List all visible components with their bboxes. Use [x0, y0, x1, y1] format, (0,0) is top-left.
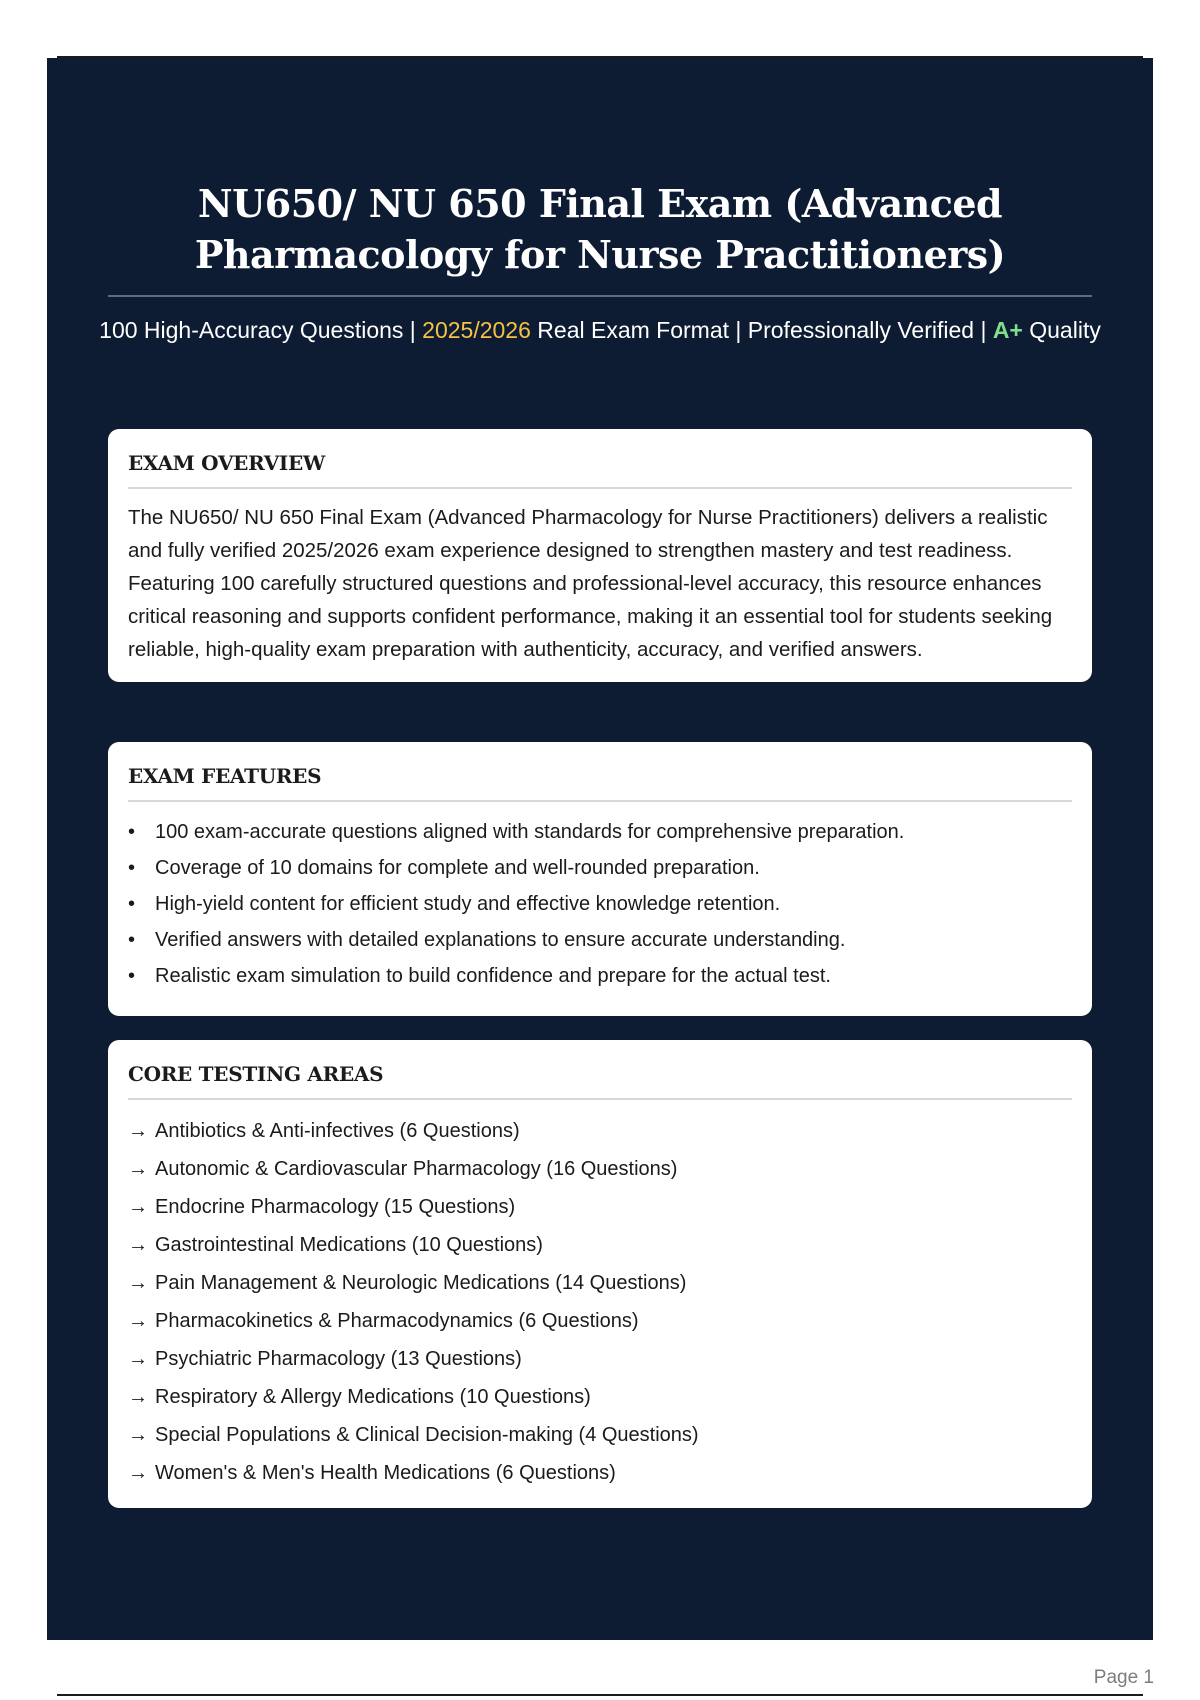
- exam-overview-text: The NU650/ NU 650 Final Exam (Advanced Pharmacology for Nurse Practitioners) delivers a realistic and fully verified 2025/2026 exam experience designed to strengthen mastery and test readiness. Featuring 100 carefully structured questions and professional-level accuracy, this resource enhances critical reasoning and supports confident performance, making it an essential tool for students seeking reliable, high-quality exam preparation with authenticity, accuracy, and verified answers.: [128, 506, 1053, 661]
- testing-area-item: [128, 1416, 1072, 1454]
- subtitle-part-1: 100 High-Accuracy Questions |: [99, 317, 423, 343]
- bottom-page-rule: [57, 1694, 1143, 1696]
- testing-area-text: Pharmacokinetics & Pharmacodynamics (6 Questions): [155, 1310, 639, 1332]
- bullet-icon: •: [128, 821, 136, 843]
- exam-overview-heading: EXAM OVERVIEW: [128, 451, 326, 475]
- testing-area-item: [128, 1340, 1072, 1378]
- arrow-right-icon: →: [128, 1120, 148, 1142]
- exam-features-heading: EXAM FEATURES: [128, 764, 322, 788]
- feature-text: Coverage of 10 domains for complete and well-rounded preparation.: [155, 857, 760, 879]
- testing-area-text: Special Populations & Clinical Decision-making (4 Questions): [155, 1424, 699, 1446]
- testing-area-text: Endocrine Pharmacology (15 Questions): [155, 1196, 516, 1218]
- feature-text: Realistic exam simulation to build confidence and prepare for the actual test.: [155, 965, 831, 987]
- document-subtitle: [87, 314, 1113, 347]
- testing-area-item: [128, 1378, 1072, 1416]
- subtitle-year: 2025/2026: [422, 317, 531, 343]
- exam-features-card: [108, 742, 1092, 1016]
- exam-overview-divider: [128, 487, 1072, 489]
- bullet-icon: •: [128, 893, 136, 915]
- document-title: NU650/ NU 650 Final Exam (Advanced Pharmacology for Nurse Practitioners): [194, 181, 1006, 277]
- bullet-icon: •: [128, 965, 136, 987]
- bullet-icon: •: [128, 929, 136, 951]
- arrow-right-icon: →: [128, 1234, 148, 1256]
- title-divider: [108, 295, 1092, 297]
- arrow-right-icon: →: [128, 1272, 148, 1294]
- testing-area-item: [128, 1226, 1072, 1264]
- subtitle-grade: A+: [992, 317, 1023, 343]
- feature-item: [128, 850, 1072, 886]
- arrow-right-icon: →: [128, 1158, 148, 1180]
- arrow-right-icon: →: [128, 1348, 148, 1370]
- testing-area-text: Women's & Men's Health Medications (6 Questions): [155, 1462, 616, 1484]
- feature-text: Verified answers with detailed explanations to ensure accurate understanding.: [155, 929, 846, 951]
- testing-area-text: Psychiatric Pharmacology (13 Questions): [155, 1348, 522, 1370]
- bullet-icon: •: [128, 857, 136, 879]
- exam-overview-card: [108, 429, 1092, 682]
- arrow-right-icon: →: [128, 1196, 148, 1218]
- testing-area-item: [128, 1454, 1072, 1492]
- testing-area-item: [128, 1112, 1072, 1150]
- arrow-right-icon: →: [128, 1424, 148, 1446]
- subtitle-part-2: Real Exam Format | Professionally Verified |: [530, 317, 993, 343]
- core-testing-areas-card: [108, 1040, 1092, 1508]
- subtitle-part-3: Quality: [1022, 317, 1101, 343]
- document-panel: [47, 58, 1153, 1640]
- core-testing-areas-list: [128, 1112, 1072, 1492]
- arrow-right-icon: →: [128, 1310, 148, 1332]
- exam-features-list: [128, 814, 1072, 994]
- testing-area-item: [128, 1302, 1072, 1340]
- arrow-right-icon: →: [128, 1386, 148, 1408]
- testing-area-item: [128, 1150, 1072, 1188]
- feature-text: High-yield content for efficient study and effective knowledge retention.: [155, 893, 781, 915]
- testing-area-text: Respiratory & Allergy Medications (10 Questions): [155, 1386, 591, 1408]
- arrow-right-icon: →: [128, 1462, 148, 1484]
- core-testing-areas-heading: CORE TESTING AREAS: [128, 1062, 384, 1086]
- page-number: Page 1: [1093, 1667, 1154, 1688]
- exam-features-divider: [128, 800, 1072, 802]
- testing-area-item: [128, 1188, 1072, 1226]
- feature-item: [128, 814, 1072, 850]
- testing-area-item: [128, 1264, 1072, 1302]
- feature-item: [128, 922, 1072, 958]
- feature-text: 100 exam-accurate questions aligned with standards for comprehensive preparation.: [155, 821, 905, 843]
- core-testing-areas-divider: [128, 1098, 1072, 1100]
- feature-item: [128, 958, 1072, 994]
- feature-item: [128, 886, 1072, 922]
- testing-area-text: Gastrointestinal Medications (10 Questions): [155, 1234, 543, 1256]
- testing-area-text: Pain Management & Neurologic Medications (14 Questions): [155, 1272, 687, 1294]
- testing-area-text: Autonomic & Cardiovascular Pharmacology (16 Questions): [155, 1158, 678, 1180]
- testing-area-text: Antibiotics & Anti-infectives (6 Questions): [155, 1120, 520, 1142]
